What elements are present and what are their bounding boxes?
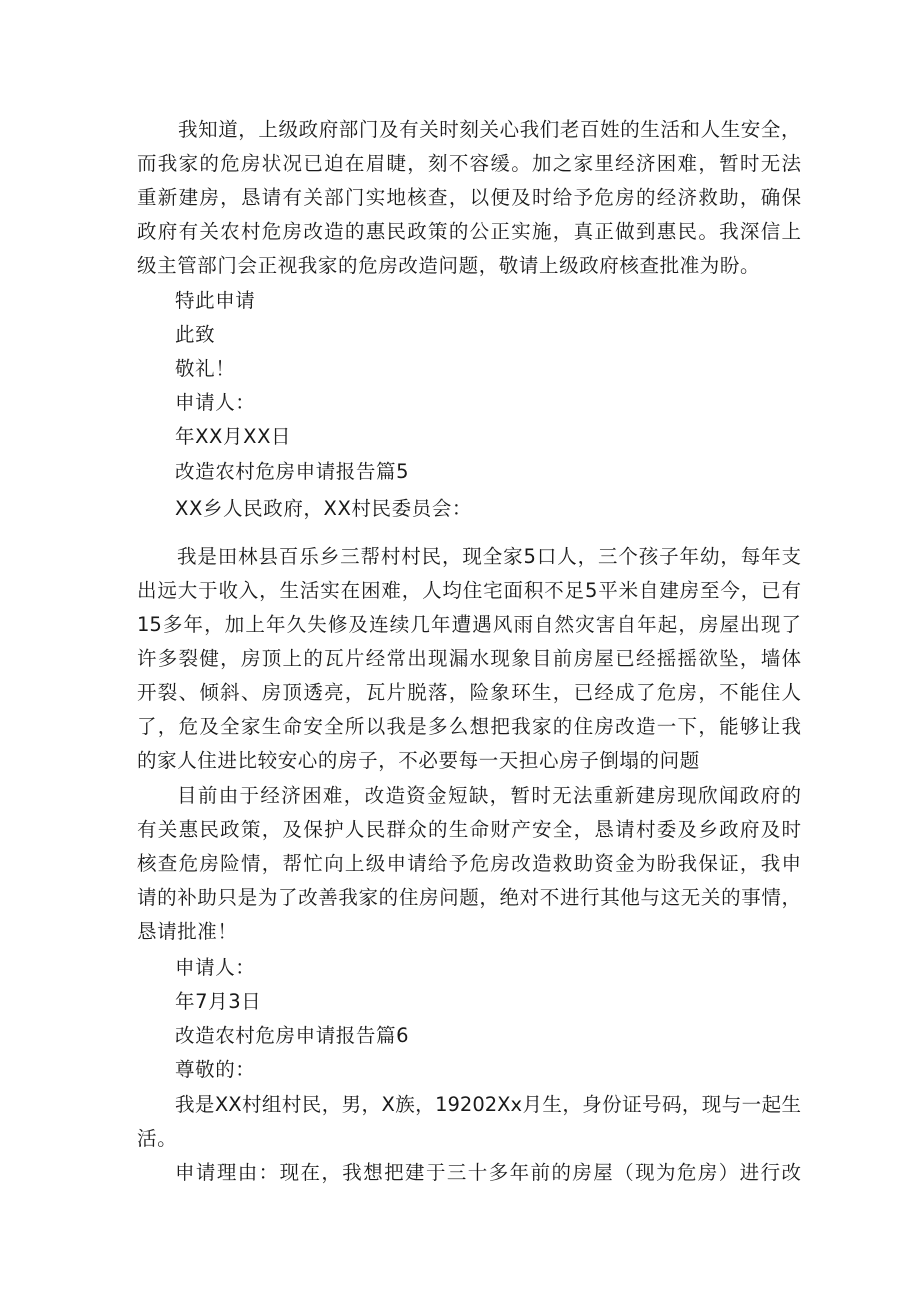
- paragraph-line: 活。: [137, 1127, 178, 1150]
- paragraph-line: 请的补助只是为了改善我家的住房问题，绝对不进行其他与这无关的事情，: [137, 886, 801, 909]
- paragraph-line: 有关惠民政策，及保护人民群众的生命财产安全，恳请村委及乡政府及时: [137, 818, 801, 841]
- closing-special: 特此申请: [175, 289, 256, 312]
- closing-jingli: 敬礼！: [175, 357, 236, 380]
- paragraph-line: 重新建房，恳请有关部门实地核查，以便及时给予危房的经济救助，确保: [137, 186, 801, 209]
- closing-zhizhi: 此致: [175, 323, 216, 346]
- date-line: 年7月3日: [175, 990, 262, 1013]
- paragraph-line: 我是XX村组村民，男，X族，19202Xx月生，身份证号码，现与一起生: [175, 1093, 801, 1116]
- paragraph-line: 申请理由：现在，我想把建于三十多年前的房屋（现为危房）进行改: [175, 1161, 801, 1184]
- paragraph-line: 开裂、倾斜、房顶透亮，瓦片脱落，险象环生，已经成了危房，不能住人: [137, 681, 801, 704]
- paragraph-line: 核查危房险情，帮忙向上级申请给予危房改造救助资金为盼我保证，我申: [137, 852, 801, 875]
- section-heading: 改造农村危房申请报告篇5: [175, 460, 410, 483]
- paragraph-line: 恳请批准！: [137, 920, 238, 943]
- paragraph-line: 的家人住进比较安心的房子，不必要每一天担心房子倒塌的问题: [137, 749, 700, 772]
- section-heading: 改造农村危房申请报告篇6: [175, 1024, 410, 1047]
- paragraph-line: 我是田林县百乐乡三帮村村民，现全家5口人，三个孩子年幼，每年支: [177, 545, 801, 568]
- paragraph-line: 级主管部门会正视我家的危房改造问题，敬请上级政府核查批准为盼。: [137, 254, 761, 277]
- paragraph-line: 出远大于收入，生活实在困难，人均住宅面积不足5平米自建房至今，已有: [137, 579, 801, 602]
- paragraph-line: 15多年，加上年久失修及连续几年遭遇风雨自然灾害自年起，房屋出现了: [137, 613, 801, 636]
- applicant-label: 申请人：: [175, 391, 256, 414]
- paragraph-line: 了，危及全家生命安全所以我是多么想把我家的住房改造一下，能够让我: [137, 715, 801, 738]
- salutation: 尊敬的：: [175, 1058, 256, 1081]
- date-line: 年XX月XX日: [175, 425, 292, 448]
- paragraph-line: 政府有关农村危房改造的惠民政策的公正实施，真正做到惠民。我深信上: [137, 220, 801, 243]
- paragraph-line: 许多裂健，房顶上的瓦片经常出现漏水现象目前房屋已经摇摇欲坠，墙体: [137, 647, 801, 670]
- paragraph-line: 目前由于经济困难，改造资金短缺，暂时无法重新建房现欣闻政府的: [177, 784, 801, 807]
- paragraph-line: 我知道，上级政府部门及有关时刻关心我们老百姓的生活和人生安全，: [178, 118, 802, 141]
- salutation: XX乡人民政府，XX村民委员会：: [175, 497, 473, 520]
- paragraph-line: 而我家的危房状况已迫在眉睫，刻不容缓。加之家里经济困难，暂时无法: [137, 152, 801, 175]
- applicant-label: 申请人：: [175, 956, 256, 979]
